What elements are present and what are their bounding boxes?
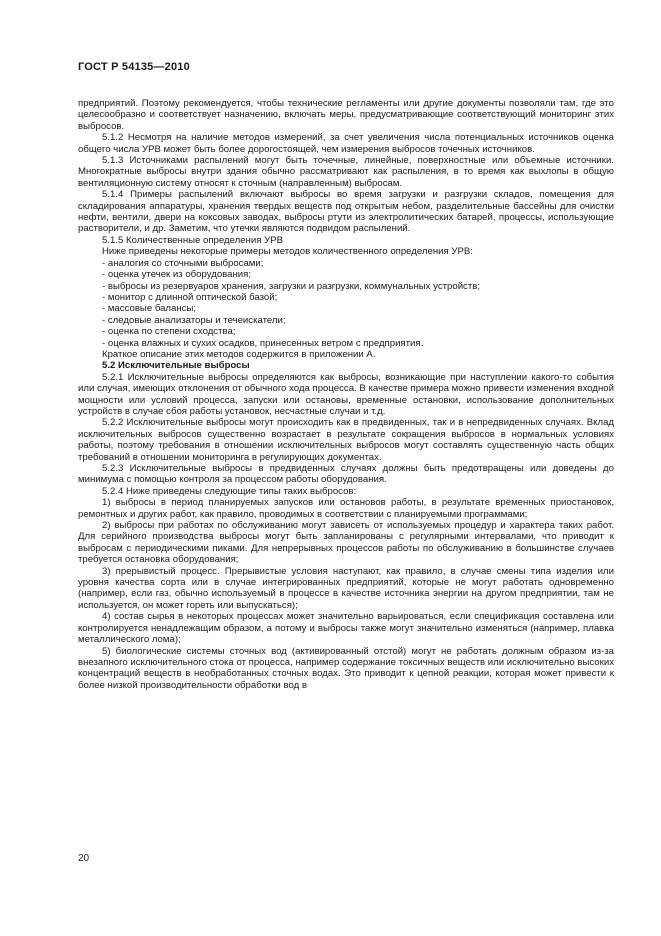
list-item: - монитор с длинной оптической базой;: [102, 291, 278, 303]
list-item: - следовые анализаторы и течеискатели;: [102, 314, 286, 326]
paragraph-5-1-4: 5.1.4 Примеры распылений включают выбросы во время загрузки и разгрузки складов, помещения для складирования аппаратуры, хранения твердых веществ под открытым небом, разделительные бассейны для очистки нефти, вентили, двери на коксовых заводах, выбросы ртути из электролитических батарей, процессы, использующие растворители, и др. Заметим, что утечки являются подвидом распылений.: [78, 189, 614, 235]
paragraph-item-1: 1) выбросы в период планируемых запусков или остановов работы, в результате временных приостановок, ремонтных и других работ, как правило, проводимых в соответствии с планируемыми программами;: [78, 497, 614, 520]
list-item: - оценка влажных и сухих осадков, принесенных ветром с предприятия.: [102, 337, 424, 349]
list-item: - массовые балансы;: [102, 303, 197, 315]
paragraph-5-2-3: 5.2.3 Исключительные выбросы в предвиденных случаях должны быть предотвращены или доведены до минимума с помощью контроля за процессом работы оборудования.: [78, 463, 614, 486]
paragraph-annex-ref: Краткое описание этих методов содержится в приложении А.: [102, 348, 376, 360]
paragraph-5-2-1: 5.2.1 Исключительные выбросы определяются как выбросы, возникающие при наступлении какого-то события или случая, имеющих отклонения от обычного хода процесса. В качестве примера можно привести изменения входной мощности или условий процесса, запуски или остановы, временные остановки, использование дополнительных устройств в случае сбоя работы установок, несчастные случаи и т.д.: [78, 371, 614, 417]
list-item: - оценка по степени сходства;: [102, 326, 236, 338]
paragraph-item-5: 5) биологические системы сточных вод (активированный отстой) могут не работать должным образом из-за внезапного исключительного стока от процесса, например содержание токсичных веществ или исключительно высоких концентраций веществ в необработанных сточных водах. Это приводит к цепной реакции, которая может привести к более низкой производительности обработки вод в: [78, 645, 614, 691]
section-heading-5-2: 5.2 Исключительные выбросы: [102, 360, 250, 372]
list-item: - оценка утечек из оборудования;: [102, 269, 251, 281]
paragraph-item-2: 2) выбросы при работах по обслуживанию могут зависеть от используемых процедур и характера таких работ. Для серийного производства выбросы могут быть запланированы с регулярными интервалами, что приводит к выбросам с периодическими пиками. Для непрерывных процессов работы по обслуживанию в большинстве случаев требуется остановка оборудования;: [78, 520, 614, 566]
paragraph-item-3: 3) прерывистый процесс. Прерывистые условия наступают, как правило, в случае смены типа изделия или уровня качества сорта или в случае интегрированных предприятий, которые не могут работать одновременно (например, если газ, обычно используемый в процессе в качестве источника энергии на другом предприятии, там не используется, он может гореть или выпускаться);: [78, 565, 614, 611]
list-item: - выбросы из резервуаров хранения, загрузки и разгрузки, коммунальных устройств;: [102, 280, 481, 292]
paragraph-5-1-5-title: 5.1.5 Количественные определения УРВ: [102, 234, 283, 246]
document-body: [78, 98, 614, 691]
document-header: ГОСТ Р 54135—2010: [78, 61, 190, 73]
paragraph-5-2-2: 5.2.2 Исключительные выбросы могут происходить как в предвиденных, так и в непредвиденных случаях. Вклад исключительных выбросов существенно возрастает в результате сокращения выбросов в нормальных условиях работы, поэтому требования в отношении исключительных выбросов могут составлять существенную часть общих требований в отношении мониторинга в регулирующих документах.: [78, 417, 614, 463]
paragraph-5-1-2: 5.1.2 Несмотря на наличие методов измерений, за счет увеличения числа потенциальных источников оценка общего числа УРВ может быть более дорогостоящей, чем измерения выбросов точечных источников.: [78, 132, 614, 155]
paragraph-item-4: 4) состав сырья в некоторых процессах может значительно варьироваться, если спецификация составлена или контролируется ненадлежащим образом, а потому и выбросы также могут значительно изменяться (например, плавка металлического лома);: [78, 611, 614, 646]
paragraph-methods-intro: Ниже приведены некоторые примеры методов количественного определения УРВ:: [102, 246, 473, 258]
page-number: 20: [78, 853, 90, 864]
paragraph-intro: предприятий. Поэтому рекомендуется, чтобы технические регламенты или другие документы позволяли там, где это целесообразно и соответствует назначению, включать меры, предусматривающие соответствующий мониторинг этих выбросов.: [78, 98, 614, 132]
paragraph-5-1-3: 5.1.3 Источниками распылений могут быть точечные, линейные, поверхностные или объемные источники. Многократные выбросы внутри здания обычно рассматривают как распыления, в то время как выхлопы в общую вентиляционную систему относят к сточным (направленным) выбросам.: [78, 155, 614, 189]
paragraph-5-2-4: 5.2.4 Ниже приведены следующие типы таких выбросов:: [102, 485, 357, 497]
list-item: - аналогия со сточными выбросами;: [102, 257, 264, 269]
